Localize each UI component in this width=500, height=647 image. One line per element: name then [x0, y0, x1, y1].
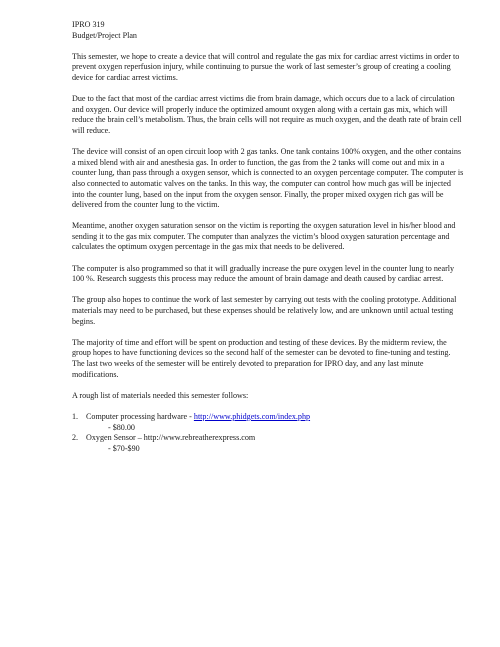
paragraph-saturation-sensor: Meantime, another oxygen saturation sensor on the victim is reporting the oxygen saturation level in his/her blood and sending it to the gas mix computer. The computer than analyzes the victim’s blood oxygen saturation percentage and calculates the optimum oxygen percentage in the gas mix that needs to be delivered.	[72, 221, 456, 252]
list-item-number: 2.	[72, 433, 79, 443]
list-item-label: Oxygen Sensor – http://www.rebreatherexpress.com	[86, 433, 256, 443]
list-item-price: - $80.00	[108, 422, 135, 432]
list-item	[72, 433, 464, 454]
paragraph-brain-damage: Due to the fact that most of the cardiac arrest victims die from brain damage, which occurs due to a lack of circulation and oxygen. Our device will properly induce the optimized amount oxygen along with a certain gas mix, which will reduce the brain cell’s metabolism. Thus, the brain cells will not require as much oxygen, and the death rate of brain cell will reduce.	[72, 94, 462, 135]
paragraph-oxygen-programming: The computer is also programmed so that it will gradually increase the pure oxygen level in the counter lung to nearly 100 %. Research suggests this process may reduce the amount of brain damage and death caused by cardiac arrest.	[72, 263, 455, 284]
list-item	[72, 412, 464, 433]
list-item-price: - $70-$90	[108, 443, 140, 453]
phidgets-link[interactable]: http://www.phidgets.com/index.php	[193, 411, 311, 421]
paragraph-device-design: The device will consist of an open circuit loop with 2 gas tanks. One tank contains 100% oxygen, and the other contains a mixed blend with air and anesthesia gas. In order to function, the gas from the 2 tanks will come out and mix in a counter lung, than pass through a oxygen sensor, which is connected to an oxygen percentage computer. The computer is also connected to automatic valves on the tanks. In this way, the computer can control how much gas will be injected into the counter lung, based on the input from the oxygen sensor. Finally, the proper mixed oxygen rich gas will be delivered from the counter lung to the victim.	[72, 147, 464, 210]
paragraph-materials-intro: A rough list of materials needed this semester follows:	[72, 390, 249, 400]
paragraph-intro: This semester, we hope to create a device that will control and regulate the gas mix for cardiac arrest victims in order to prevent oxygen reperfusion injury, while continuing to pursue the work of last semester’s group of creating a cooling device for cardiac arrest victims.	[72, 51, 460, 82]
course-code: IPRO 319	[72, 20, 105, 29]
document-title: Budget/Project Plan	[72, 30, 137, 40]
list-item-label: Computer processing hardware -	[86, 411, 194, 421]
list-item-number: 1.	[72, 411, 79, 421]
paragraph-cooling-prototype: The group also hopes to continue the work of last semester by carrying out tests with the cooling prototype. Additional materials may need to be purchased, but these expenses should be relatively low, and are unknown until actual testing begins.	[72, 295, 457, 326]
materials-list	[72, 412, 464, 454]
paragraph-timeline: The majority of time and effort will be spent on production and testing of these devices. By the midterm review, the group hopes to have functioning devices so the second half of the semester can be devoted to fine-tuning and testing. The last two weeks of the semester will be entirely devoted to preparation for IPRO day, and any last minute modifications.	[72, 337, 451, 379]
